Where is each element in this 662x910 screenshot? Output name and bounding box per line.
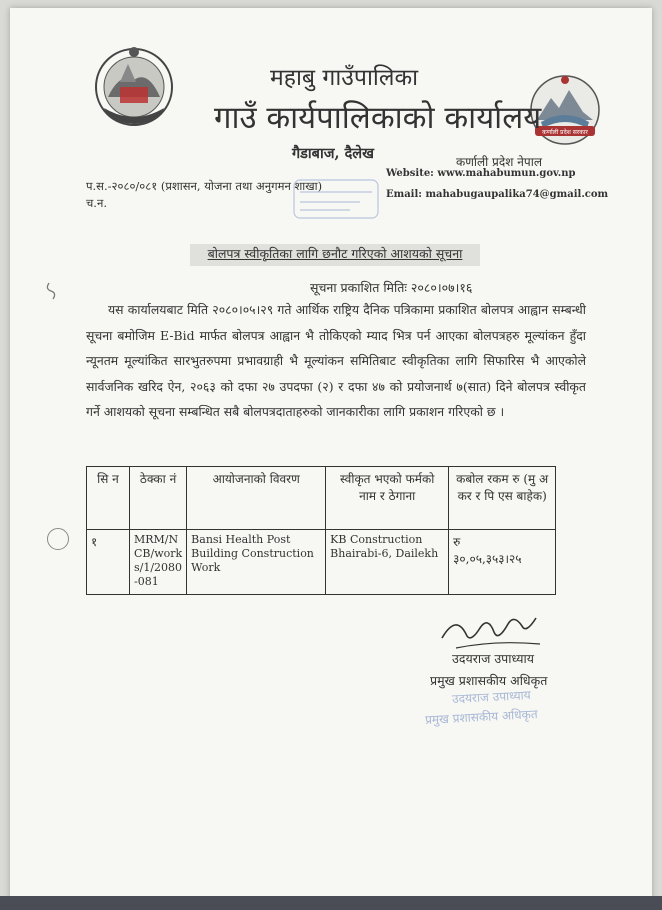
signature-icon [436,604,546,654]
award-table [86,466,556,595]
amount-value: ३०,०५,३५३।२५ [453,552,522,566]
notice-subject: बोलपत्र स्वीकृतिका लागि छनौट गरिएको आशयको सूचना [207,246,463,261]
email-text: Email: mahabugaupalika74@gmail.com [386,189,609,200]
margin-pen-mark-icon [43,279,65,301]
emblem-banner-text: कर्णाली प्रदेश सरकार [542,129,588,136]
header-amount: कबोल रकम रु (मु अ कर र पि एस बाहेक) [449,467,556,530]
dispatch-number: च.न. [86,196,107,210]
office-location: गैडाबाज, दैलेख [292,145,374,162]
scan-bottom-edge [0,896,662,910]
amount-prefix: रु [453,535,461,549]
header-project: आयोजनाको विवरण [187,467,326,530]
table-header-row [87,467,556,530]
cell-firm: KB Construction Bhairabi-6, Dailekh [326,530,449,595]
notice-body: यस कार्यालयबाट मिति २०८०।०५।२९ गते आर्थिक राष्ट्रिय दैनिक पत्रिकामा प्रकाशित बोलपत्र आह्वान सम्बन्धी सूचना बमोजिम E-Bid मार्फत बोलपत्र आह्वान भै तोकिएको म्याद भित्र पर्न आएका बोलपत्रहरु मूल्यांकन हुँदा न्यूनतम मूल्यांकित सारभुतरुपमा प्रभावग्राही भै मूल्यांकन समितिबाट स्वीकृतिका लागि सिफारिस भै आएकोले सार्वजनिक खरिद ऐन, २०६३ को दफा २७ उपदफा (२) र दफा ४७ को प्रयोजनार्थ ७(सात) दिने बोलपत्र स्वीकृत गर्ने आशयको सूचना सम्बन्धित सबै बोलपत्रदाताहरुको जानकारीका लागि प्रकाशन गरिएको छ । [86,302,586,419]
signer-title: प्रमुख प्रशासकीय अधिकृत [430,673,548,688]
table-row [87,530,556,595]
letter-reference-number: प.स.-२०८०/०८१ (प्रशासन, योजना तथा अनुगमन शाखा) [86,179,323,193]
header-firm: स्वीकृत भएको फर्मको नाम र ठेगाना [326,467,449,530]
punch-hole [47,528,69,550]
published-date: सूचना प्रकाशित मितिः २०८०।०७।१६ [310,280,473,295]
signature-stamp-name: उदयराज उपाध्याय [451,687,532,707]
office-stamp-icon [290,176,382,222]
cell-sn: १ [87,530,130,595]
header-contract-no: ठेक्का नं [130,467,187,530]
header-sn: सि न [87,467,130,530]
cell-contract-no: MRM/N CB/work s/1/2080 -081 [130,530,187,595]
signer-name: उदयराज उपाध्याय [452,651,534,666]
office-name: गाउँ कार्यपालिकाको कार्यालय [214,100,542,136]
cell-project: Bansi Health Post Building Construction Work [187,530,326,595]
cell-amount [449,530,556,595]
signature-stamp-title: प्रमुख प्रशासकीय अधिकृत [424,707,538,727]
province-name: कर्णाली प्रदेश नेपाल [456,155,542,169]
nepal-emblem-icon [90,42,178,132]
website-text: Website: www.mahabumun.gov.np [386,168,576,179]
municipality-name: महाबु गाउँपालिका [270,65,419,91]
